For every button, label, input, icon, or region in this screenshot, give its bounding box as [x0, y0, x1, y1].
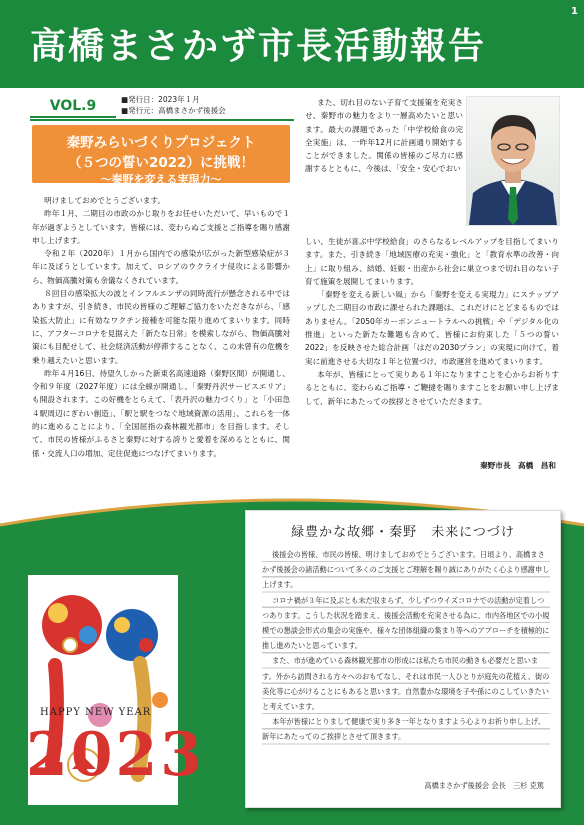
- happy-new-year-label: HAPPY NEW YEAR: [40, 707, 152, 718]
- left-column-text: [32, 194, 290, 460]
- paragraph: 「秦野を変える新しい風」から「秦野を変える実現力」にステップアップした二期目の市政に課せられた課題は、これだけにとどまるものではありません。「2050年カーボンニュートラルへの挑戦」や「デジタル化の推進」といった新たな難題も含めて、皆様にお約束した「５つの誓い2022」を反映させた総合計画「はだの2030プラン」の実現に向けて、着実に前進させる大切な１年と位置づけ、市政運営を進めてまいります。: [305, 290, 559, 366]
- issue-info: [121, 94, 226, 116]
- right-column-top-text: [305, 96, 463, 176]
- supporters-letter: [245, 510, 561, 808]
- paragraph: 昨年１月、二期目の市政のかじ取りをお任せいただいて、早いもので１年が過ぎようとしています。皆様には、変わらぬご支援とご指導を賜り感謝申し上げます。: [32, 209, 290, 245]
- paragraph: 令和２年（2020年）１月から国内での感染が広がった新型感染症が３年に及ぼうとしています。加えて、ロシアのウクライナ侵攻による影響から、物価高騰対策も余儀なくされています。: [32, 249, 290, 285]
- issue-publisher: ■発行元：高橋まさかず後援会: [121, 106, 226, 115]
- letter-title: 緑豊かな故郷・秦野 未来につづけ: [291, 525, 515, 540]
- headline-banner: [32, 125, 290, 186]
- issue-date: ■発行日：2023年１月: [121, 95, 200, 104]
- banner-line-2: （５つの誓い2022）に挑戦！: [67, 155, 255, 171]
- volume-label: VOL.9: [30, 96, 116, 118]
- paragraph: 本年が、皆様にとって実りある１年になりますことを心からお祈りするとともに、変わらぬご指導・ご鞭撻を賜りますことをお願い申し上げまして、新年にあたっての挨拶とさせていただきます。: [305, 369, 559, 406]
- letter-body: [262, 547, 550, 745]
- paragraph: しい、生徒が喜ぶ中学校給食」のさらなるレベルアップを目指してまいります。また、引き続き「地域医療の充実・強化」と「教育水準の改善・向上」に取り組み、結婚、妊娠・出産から社会に巣立つまで切れ目のない子育て施策を展開してまいります。: [305, 237, 559, 286]
- paragraph: また、切れ目のない子育て支援策を充実させ、秦野市の魅力をより一層高めたいと思います。最大の課題であった「中学校給食の完全実施」は、一昨年12月に計画通り開始することができました。関係の皆様のご尽力に感謝するとともに、今後は、「安全・安心でおい: [305, 98, 463, 174]
- mayor-signature: 秦野市長 高橋 昌和: [480, 461, 556, 470]
- banner-line-1: 秦野みらいづくりプロジェクト: [66, 135, 256, 151]
- banner-line-3: 〜秦野を変える実現力〜: [100, 173, 222, 186]
- paragraph: ８回目の感染拡大の波とインフルエンザの同時流行が懸念される中ではありますが、引き続き、市民の皆様のご理解ご協力をいただきながら、「感染拡大防止」に有効なワクチン接種を可能な限り進めてまいります。同時に、アフターコロナを見据えた「新たな日常」を模索しながら、物価高騰対策にも目配せして、社会経済活動が停滞することなく、この未曾有の危機を乗り越えたいと思います。: [32, 289, 290, 365]
- main-title: 高橋まさかず市長活動報告: [30, 26, 487, 67]
- new-year-number: 2023: [26, 720, 205, 790]
- divider: [30, 119, 294, 121]
- mayor-portrait-icon: [467, 97, 559, 225]
- page-number: 1: [571, 6, 578, 17]
- right-column-text: [305, 235, 559, 408]
- letter-signature: 高橋まさかず後援会 会長 三杉 克篤: [424, 781, 544, 790]
- letter-paragraph: 本年が皆様にとりまして健康で実り多き一年となりますよう心よりお祈り申し上げ、新年にあたってのご挨拶とさせて頂きます。: [262, 717, 545, 742]
- mayor-photo: [466, 96, 560, 226]
- letter-paragraph: コロナ禍が３年に及ぶとも未だ収まらず、少しずつウイズコロナでの活動が定着しつつあります。こうした状況を踏まえ、後援会活動を充実させる為に、市内各地区での小規模での懇談会形式の集会の実施や、様々な団体組織の集まり等へのアプローチを積極的に推し進めたいと思っています。: [262, 595, 550, 651]
- letter-paragraph: 後援会の皆様、市民の皆様、明けましておめでとうございます。日頃より、高橋まさかず後援会の諸活動について多くのご支援とご理解を賜り誠にありがたく心より感謝申し上げます。: [262, 550, 550, 590]
- paragraph: 昨年４月16日、待望久しかった新東名高速道路（秦野区間）が開通し、令和９年度（2027年度）には全線が開通し、「秦野丹沢サービスエリア」も開設されます。この好機をとらえて、「表丹沢の魅力づくり」と「小田急４駅周辺にぎわい創造」、「駅と駅をつなぐ地域資源の活用」、これらを一体的に進めることにより、「全国屈指の森林観光都市」を目指します。そして、市民の皆様がふるさと秦野に対する誇りと愛着を深めるとともに、関係・交流人口の増加、定住促進につなげてまいります。: [32, 368, 290, 458]
- letter-paragraph: また、市が進めている森林観光都市の形成には私たち市民の動きも必要だと思います。外から訪問される方々へのおもてなし、それは市民一人ひとりが庭先の花植え、街の美化等に心がけることにもあると思います。自然豊かな環境を子や孫にのこしていきたいと考えています。: [262, 656, 550, 712]
- paragraph: 明けましておめでとうございます。: [44, 196, 166, 205]
